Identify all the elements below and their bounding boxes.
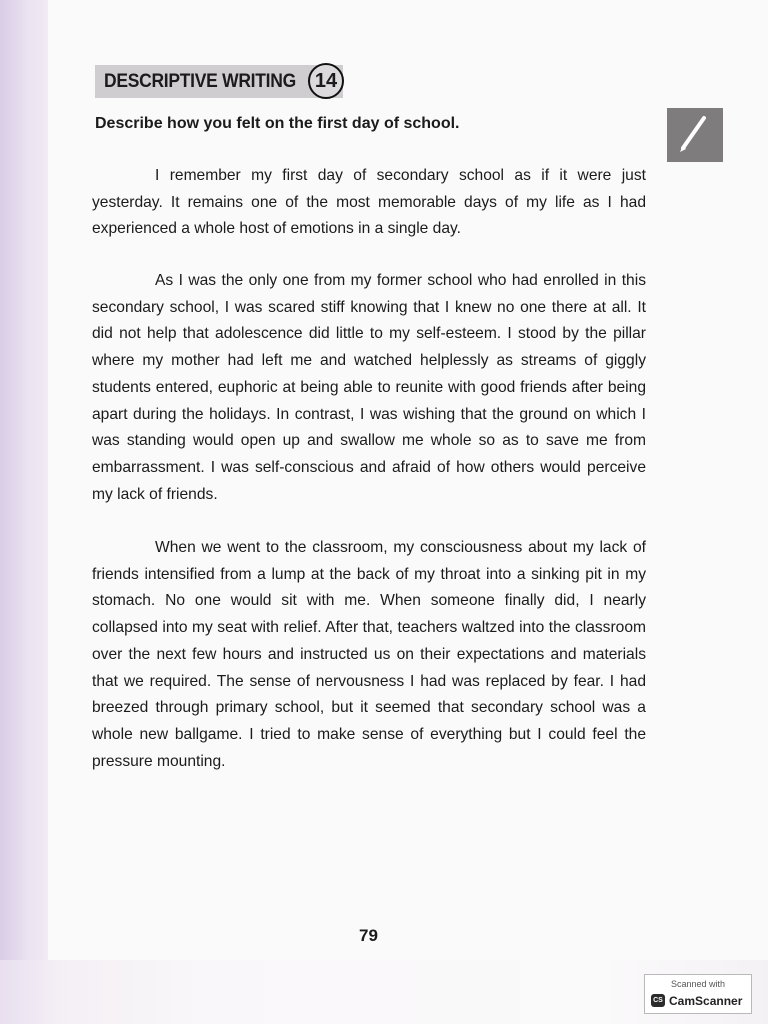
essay-prompt: Describe how you felt on the first day of school.: [95, 115, 460, 132]
watermark-caption: Scanned with: [670, 979, 726, 989]
section-heading-title: DESCRIPTIVE WRITING: [104, 70, 296, 92]
watermark-brand: CamScanner: [669, 994, 743, 1008]
section-heading: [95, 65, 343, 98]
essay-paragraph: As I was the only one from my former school who had enrolled in this secondary school, I was scared stiff knowing that I knew no one there at all. It did not help that adolescence did little to my self-esteem. I stood by the pillar where my mother had left me and watched helplessly as streams of giggly students entered, euphoric at being able to reunite with good friends after being apart during the holidays. In contrast, I was wishing that the ground on which I was standing would open up and swallow me whole so as to save me from embarrassment. I was self-conscious and afraid of how others would perceive my lack of friends.: [92, 272, 646, 503]
pen-icon: [667, 108, 723, 162]
binding-shadow: [0, 0, 48, 960]
essay-paragraph: When we went to the classroom, my consciousness about my lack of friends intensified from a lump at the back of my throat into a sinking pit in my stomach. No one would sit with me. When someone finally did, I nearly collapsed into my seat with relief. After that, teachers waltzed into the classroom over the next few hours and instructed us on their expectations and materials that we required. The sense of nervousness I had was replaced by fear. I had breezed through primary school, but it seemed that secondary school was a whole new ballgame. I tried to make sense of everything but I could feel the pressure mounting.: [92, 539, 646, 770]
side-tab: [667, 108, 723, 162]
camscanner-logo-icon: CS: [651, 994, 665, 1007]
essay-paragraph: I remember my first day of secondary school as if it were just yesterday. It remains one of the most memorable days of my life as I had experienced a whole host of emotions in a single day.: [92, 167, 646, 238]
page-number: 79: [359, 926, 378, 945]
section-number: 14: [314, 69, 338, 92]
scanner-watermark: [644, 974, 752, 1014]
section-number-badge: [308, 63, 344, 99]
